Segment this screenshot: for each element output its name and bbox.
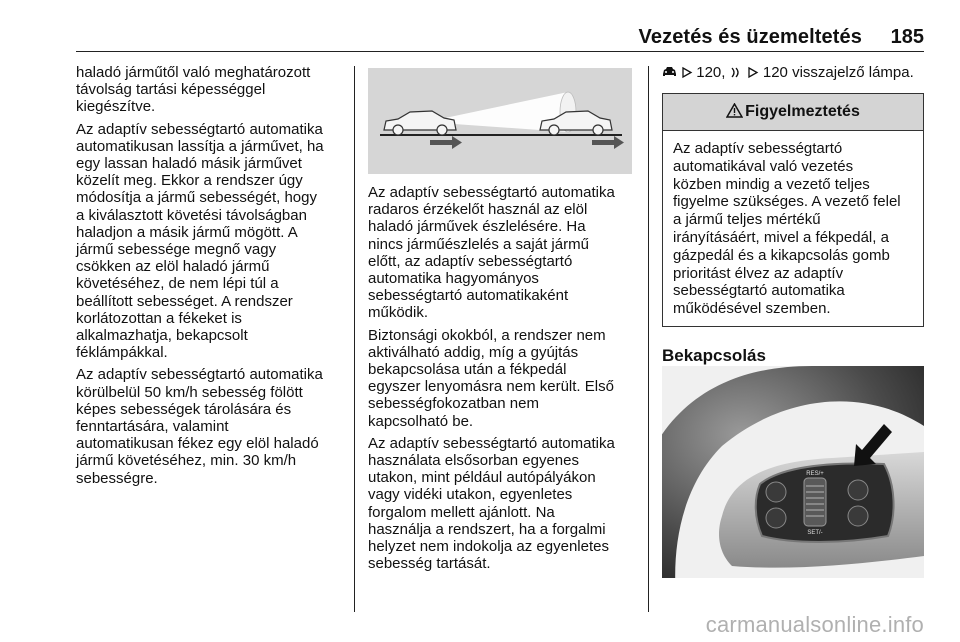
page-number: 185 xyxy=(890,26,924,48)
column-divider-right xyxy=(648,66,649,612)
steering-wheel-photo xyxy=(662,366,924,578)
car-icon xyxy=(662,65,681,80)
warning-title: Figyelmeztetés xyxy=(745,103,860,121)
cruise-icon xyxy=(747,65,763,80)
footer-watermark: carmanualsonline.info xyxy=(705,612,924,637)
paragraph: Biztonsági okokból, a rendszer nem aktiválható addig, míg a gyújtás bekapcsolása után a fékpedál egyszer lenyomásra nem került. Első sebességfokozatban nem kapcsolható be. xyxy=(368,326,614,430)
paragraph: Az adaptív sebességtartó automatika körülbelül 50 km/h sebesség fölött képes sebességek tárolására és fenntartására, valamint automatikusan fékez egy elöl haladó jármű követéséhez, min. 30 km/h sebességre. xyxy=(76,366,323,487)
warning-header xyxy=(663,94,923,131)
chapter-title: Vezetés és üzemeltetés xyxy=(638,26,862,48)
warning-triangle-icon xyxy=(726,103,743,120)
page-header xyxy=(76,26,924,50)
paragraph: Az adaptív sebességtartó automatika automatikusan lassítja a járművet, ha egy lassan haladó másik járművet közelít meg. Ekkor a rendszer úgy módosítja a jármű sebességét, hogy a kiválasztott követési távolságban haladjon a másik jármű mögött. A jármű sebessége megnő vagy csökken az elöl haladó jármű követéséhez, de nem lépi túl a beállított sebességet. A rendszer korlátozottan a fékeket is alkalmazhatja, bekapcsolt féklámpákkal. xyxy=(76,120,324,362)
indicator-text: 120, xyxy=(696,64,730,81)
warning-body: Az adaptív sebességtartó automatikával való vezetés közben mindig a vezető teljes figyelme szükséges. A vezető felel a jármű teljes mértékű irányításáért, mivel a fékpedál, a gázpedál és a kikapcsolás gomb prioritást élvez az adaptív sebességtartó automatika működésével szemben. xyxy=(673,140,901,318)
indicator-text: 120 visszajelző lámpa. xyxy=(762,64,914,81)
paragraph: Az adaptív sebességtartó automatika radaros érzékelőt használ az elöl haladó járművek észlelésére. Ha nincs járműészlelés a saját jármű előtt, az adaptív sebességtartó automatika hagyományos sebességtartó automatikaként működik. xyxy=(368,184,615,322)
set-label: SET/- xyxy=(807,530,823,536)
paragraph: haladó járműtől való meghatározott távolság tartási képességgel kiegészítve. xyxy=(76,64,311,116)
text-column-1 xyxy=(76,64,342,492)
radar-illustration-graphic xyxy=(368,68,632,174)
res-label: RES/+ xyxy=(806,471,824,477)
column-divider-left xyxy=(354,66,355,612)
steering-wheel-graphic xyxy=(662,366,924,578)
follow-distance-icon xyxy=(730,65,748,80)
radar-illustration xyxy=(368,68,632,174)
header-rule xyxy=(76,51,924,52)
section-heading: Bekapcsolás xyxy=(662,345,766,365)
warning-box xyxy=(662,93,924,327)
text-column-2 xyxy=(368,184,634,577)
cruise-icon xyxy=(681,65,697,80)
paragraph: Az adaptív sebességtartó automatika használata elsősorban egyenes utakon, mint például autópályákon vagy vidéki utakon, egyenletes forgalom mellett ajánlott. Na használja a rendszert, ha a forgalmi helyzet nem indokolja az egyenletes sebesség tartását. xyxy=(368,434,615,573)
text-column-3 xyxy=(662,64,926,364)
indicator-line xyxy=(662,64,926,82)
